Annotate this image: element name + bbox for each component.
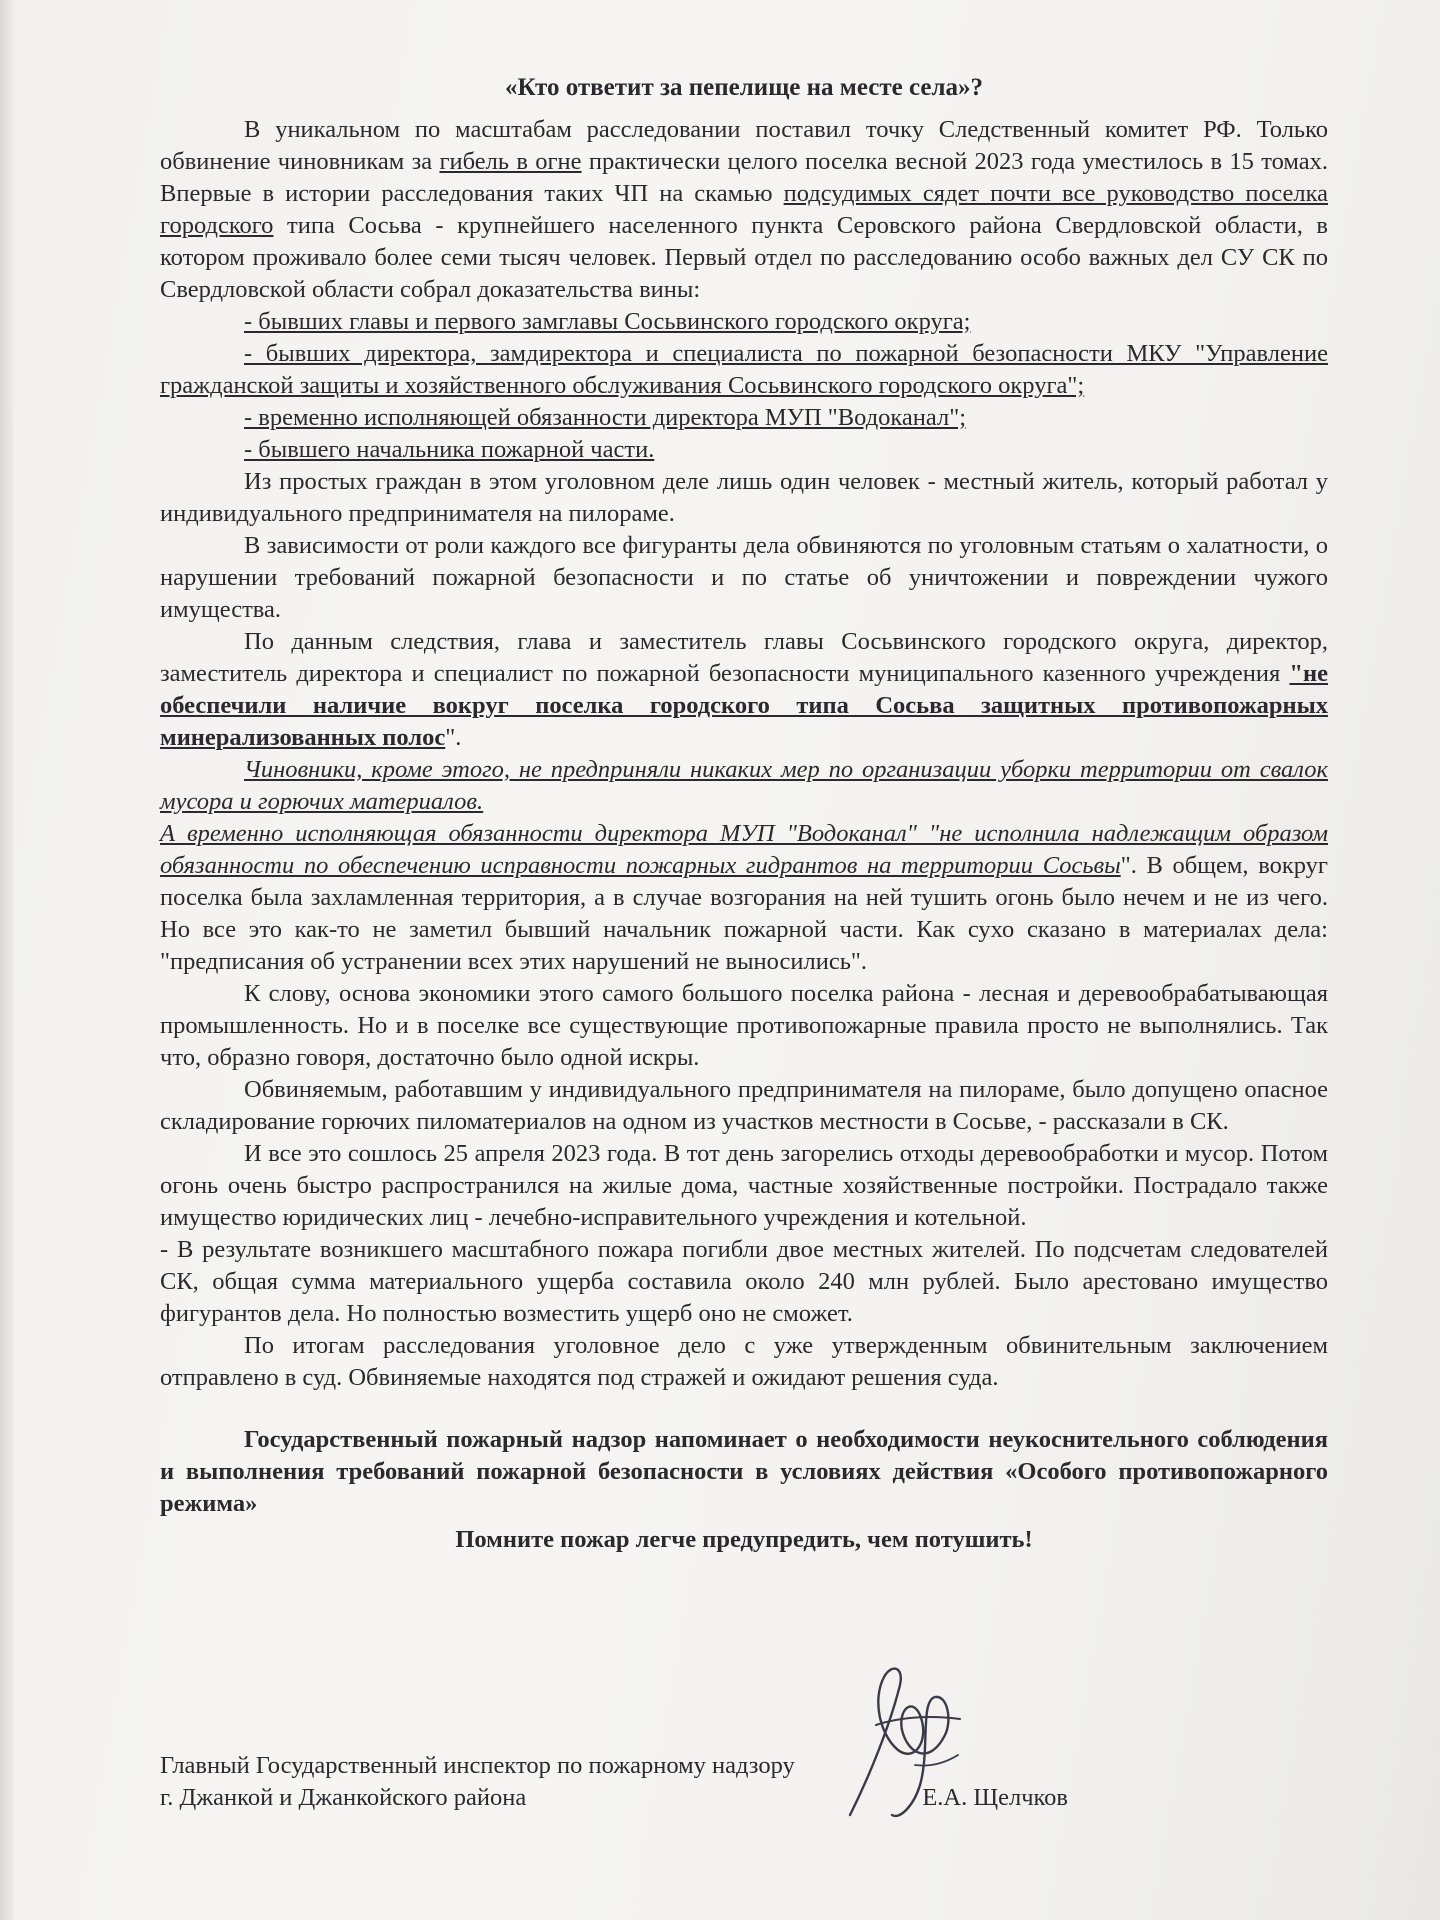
signer-name: Е.А. Щелчков [922, 1784, 1068, 1811]
paragraph: По итогам расследования уголовное дело с уже утвержденным обвинительным заключением отправлено в суд. Обвиняемые находятся под стражей и ожидают решения суда. [160, 1332, 1328, 1391]
paragraph: Из простых граждан в этом уголовном деле лишь один человек - местный житель, который работал у индивидуального предпринимателя на пилораме. [160, 468, 1328, 527]
document-title: «Кто ответит за пепелище на месте села»? [505, 74, 983, 101]
paragraph: К слову, основа экономики этого самого большого поселка района - лесная и деревообрабатывающая промышленность. Но и в поселке все существующие противопожарные правила просто не выполнялись. Так что, образно говоря, достаточно было одной искры. [160, 980, 1328, 1071]
spacer [160, 1394, 1328, 1424]
signature-block [160, 1750, 1328, 1814]
paragraph-intro: В уникальном по масштабам расследовании поставил точку Следственный комитет РФ. Только обвинение чиновникам за гибель в огне практически целого поселка весной 2023 года уместилось в 15 томах. Впервые в истории расследования таких ЧП на скамью подсудимых сядет почти все руководство поселка городского типа Сосьва - крупнейшего населенного пункта Серовского района Свердловской области, в котором проживало более семи тысяч человек. Первый отдел по расследованию особо важных дел СУ СК по Свердловской области собрал доказательства вины: [160, 116, 1328, 303]
paragraph: По данным следствия, глава и заместитель главы Сосьвинского городского округа, директор, заместитель директора и специалист по пожарной безопасности муниципального казенного учреждения "не обеспечили наличие вокруг поселка городского типа Сосьва защитных противопожарных минерализованных полос". [160, 628, 1328, 751]
slogan: Помните пожар легче предупредить, чем потушить! [455, 1526, 1033, 1553]
fire-safety-notice: Государственный пожарный надзор напоминает о необходимости неукоснительного соблюдения и выполнения требований пожарной безопасности в условиях действия «Особого противопожарного режима» [160, 1426, 1328, 1517]
paragraph: - В результате возникшего масштабного пожара погибли двое местных жителей. По подсчетам следователей СК, общая сумма материального ущерба составила около 240 млн рублей. Было арестовано имущество фигурантов дела. Но полностью возместить ущерб оно не сможет. [160, 1236, 1328, 1327]
list-item: - временно исполняющей обязанности директора МУП "Водоканал"; [244, 404, 967, 431]
signer-position-line2: г. Джанкой и Джанкойского района [160, 1784, 527, 1811]
paragraph: И все это сошлось 25 апреля 2023 года. В тот день загорелись отходы деревообработки и мусор. Потом огонь очень быстро распространился на жилые дома, частные хозяйственные постройки. Пострадало также имущество юридических лиц - лечебно-исправительного учреждения и котельной. [160, 1140, 1328, 1231]
paragraph: В зависимости от роли каждого все фигуранты дела обвиняются по уголовным статьям о халатности, о нарушении требований пожарной безопасности и по статье об уничтожении и повреждении чужого имущества. [160, 532, 1328, 623]
paper-edge [0, 0, 14, 1920]
signer-position-line1: Главный Государственный инспектор по пожарному надзору [160, 1752, 795, 1779]
paragraph: А временно исполняющая обязанности директора МУП "Водоканал" "не исполнила надлежащим образом обязанности по обеспечению исправности пожарных гидрантов на территории Сосьвы". В общем, вокруг поселка была захламленная территория, а в случае возгорания на ней тушить огонь было нечем и не из чего. Но все это как-то не заметил бывший начальник пожарной части. Как сухо сказано в материалах дела: "предписания об устранении всех этих нарушений не выносились". [160, 820, 1328, 975]
paragraph: Обвиняемым, работавшим у индивидуального предпринимателя на пилораме, было допущено опасное складирование горючих пиломатериалов на одном из участков местности в Сосьве, - рассказали в СК. [160, 1076, 1328, 1135]
list-item: - бывших главы и первого замглавы Сосьвинского городского округа; [244, 308, 971, 335]
list-item: - бывшего начальника пожарной части. [244, 436, 655, 463]
document-body [160, 72, 1328, 1556]
list-item: - бывших директора, замдиректора и специалиста по пожарной безопасности МКУ "Управление гражданской защиты и хозяйственного обслуживания Сосьвинского городского округа"; [160, 340, 1328, 399]
paragraph-italic: Чиновники, кроме этого, не предприняли никаких мер по организации уборки территории от свалок мусора и горючих материалов. [160, 756, 1328, 815]
